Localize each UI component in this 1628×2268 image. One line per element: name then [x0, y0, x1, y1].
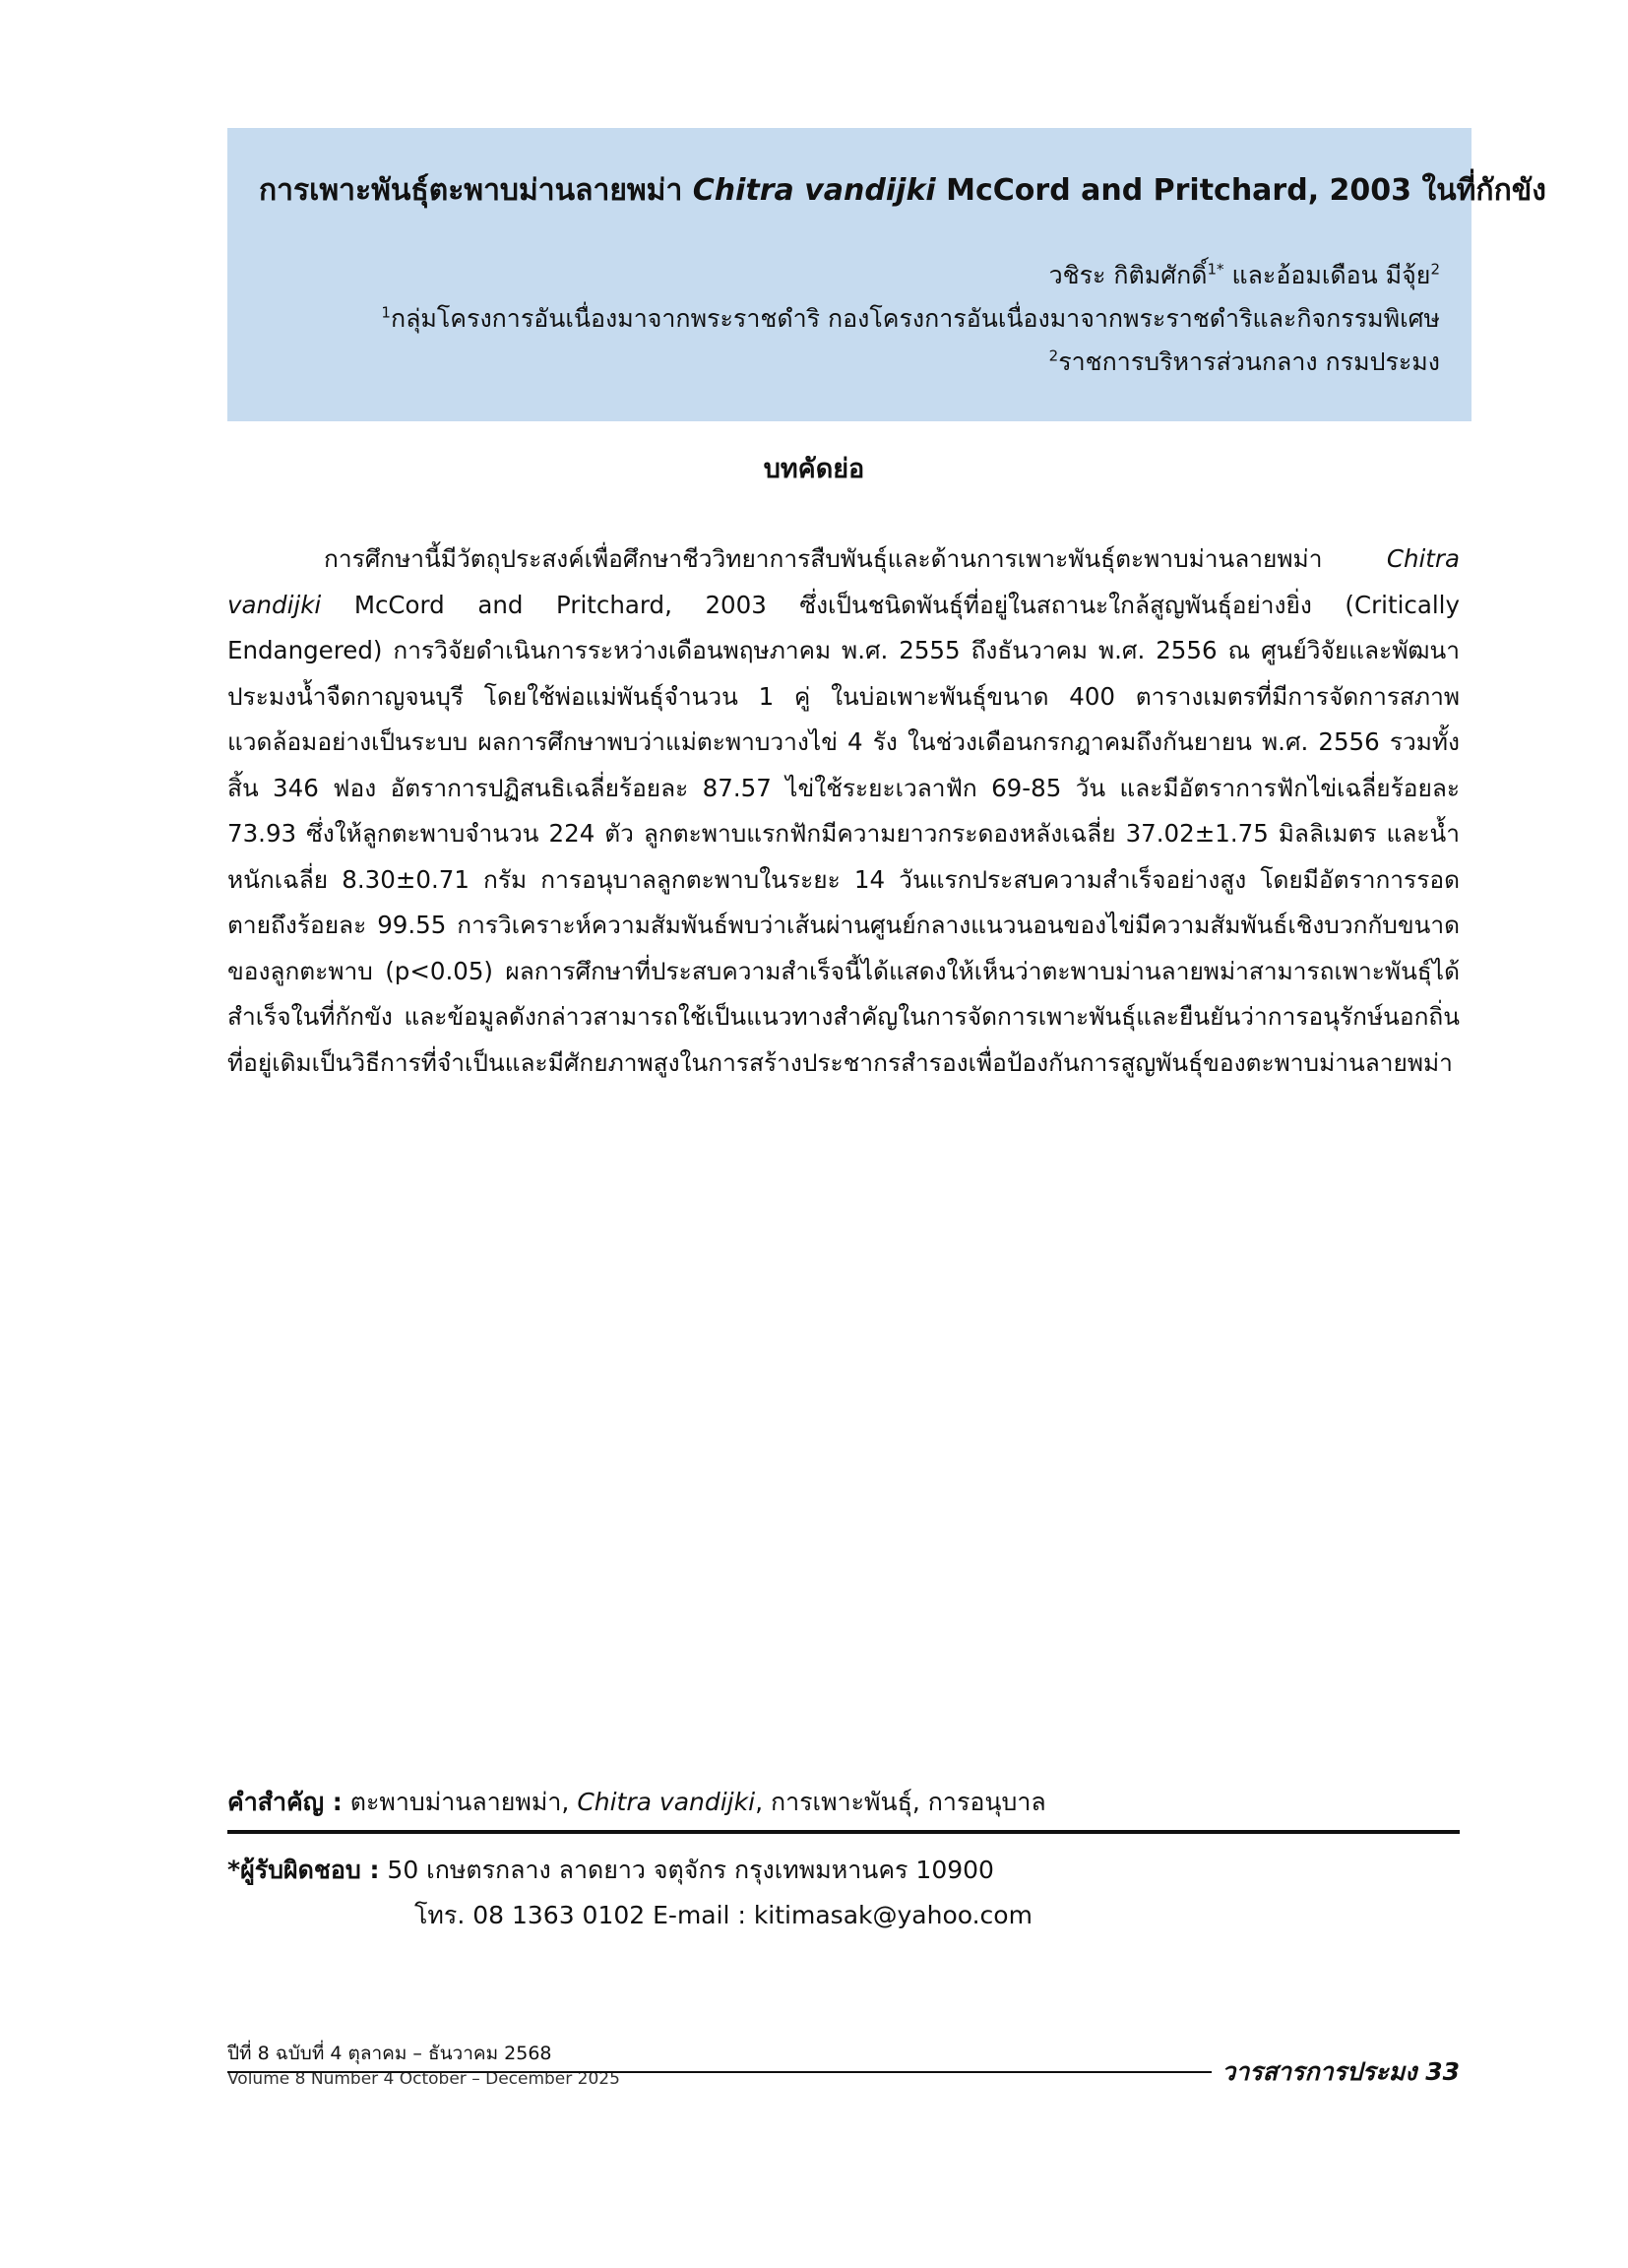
- abstract-species: Chitra vandijki: [227, 544, 1460, 619]
- affiliation-2-sup: 2: [1048, 346, 1059, 365]
- footer-issue-en: Volume 8 Number 4 October – December 2025: [227, 2069, 620, 2089]
- abstract-paragraph: [227, 536, 1460, 1086]
- contact-address: 50 เกษตรกลาง ลาดยาว จตุจักร กรุงเทพมหานคร 10900: [379, 1856, 994, 1884]
- keyword-1: ตะพาบม่านลายพม่า,: [342, 1788, 578, 1816]
- affiliation-1: [381, 297, 1440, 341]
- keywords: [227, 1782, 1458, 1823]
- abstract-text-2: McCord and Pritchard, 2003 ซึ่งเป็นชนิดพันธุ์ที่อยู่ในสถานะใกล้สูญพันธุ์อย่างยิ่ง (Critically Endangered) การวิจัยดำเนินการระหว่างเดือนพฤษภาคม พ.ศ. 2555 ถึงธันวาคม พ.ศ. 2556 ณ ศูนย์วิจัยและพัฒนาประมงน้ำจืดกาญจนบุรี โดยใช้พ่อแม่พันธุ์จำนวน 1 คู่ ในบ่อเพาะพันธุ์ขนาด 400 ตารางเมตรที่มีการจัดการสภาพแวดล้อมอย่างเป็นระบบ ผลการศึกษาพบว่าแม่ตะพาบวางไข่ 4 รัง ในช่วงเดือนกรกฎาคมถึงกันยายน พ.ศ. 2556 รวมทั้งสิ้น 346 ฟอง อัตราการปฏิสนธิเฉลี่ยร้อยละ 87.57 ไข่ใช้ระยะเวลาฟัก 69-85 วัน และมีอัตราการฟักไข่เฉลี่ยร้อยละ 73.93 ซึ่งให้ลูกตะพาบจำนวน 224 ตัว ลูกตะพาบแรกฟักมีความยาวกระดองหลังเฉลี่ย 37.02±1.75 มิลลิเมตร และน้ำหนักเฉลี่ย 8.30±0.71 กรัม การอนุบาลลูกตะพาบในระยะ 14 วันแรกประสบความสำเร็จอย่างสูง โดยมีอัตราการรอดตายถึงร้อยละ 99.55 การวิเคราะห์ความสัมพันธ์พบว่าเส้นผ่านศูนย์กลางแนวนอนของไข่มีความสัมพันธ์เชิงบวกกับขนาดของลูกตะพาบ (p<0.05) ผลการศึกษาที่ประสบความสำเร็จนี้ได้แสดงให้เห็นว่าตะพาบม่านลายพม่าสามารถเพาะพันธุ์ได้สำเร็จในที่กักขัง และข้อมูลดังกล่าวสามารถใช้เป็นแนวทางสำคัญในการจัดการเพาะพันธุ์และยืนยันว่าการอนุรักษ์นอกถิ่นที่อยู่เดิมเป็นวิธีการที่จำเป็นและมีศักยภาพสูงในการสร้างประชากรสำรองเพื่อป้องกันการสูญพันธุ์ของตะพาบม่านลายพม่า: [227, 590, 1460, 1077]
- abstract-text-1: การศึกษานี้มีวัตถุประสงค์เพื่อศึกษาชีววิทยาการสืบพันธุ์และด้านการเพาะพันธุ์ตะพาบม่านลายพม่า: [324, 544, 1387, 573]
- author-1: วชิระ กิติมศักดิ์: [1048, 261, 1208, 289]
- keyword-2: Chitra vandijki: [577, 1788, 756, 1816]
- title-box: [227, 128, 1546, 421]
- affiliation-2: [381, 341, 1440, 384]
- contact-phone-email: โทร. 08 1363 0102 E-mail : kitimasak@yahoo.com: [414, 1901, 1033, 1929]
- title-authority: McCord and Pritchard, 2003 ในที่กักขัง: [946, 173, 1546, 208]
- keywords-label: คำสำคัญ :: [227, 1788, 343, 1816]
- keyword-3: , การเพาะพันธุ์, การอนุบาล: [755, 1788, 1046, 1816]
- authors-line: [381, 254, 1440, 297]
- affiliation-2-text: ราชการบริหารส่วนกลาง กรมประมง: [1058, 347, 1440, 376]
- affiliation-1-sup: 1: [381, 303, 391, 322]
- title-thai: การเพาะพันธุ์ตะพาบม่านลายพม่า: [259, 173, 683, 208]
- contact-label: *ผู้รับผิดชอบ :: [227, 1856, 380, 1884]
- authors-block: [381, 254, 1440, 384]
- abstract-body: [227, 536, 1460, 1086]
- affiliation-1-text: กลุ่มโครงการอันเนื่องมาจากพระราชดำริ กองโครงการอันเนื่องมาจากพระราชดำริและกิจกรรมพิเศษ: [390, 304, 1440, 333]
- author-2-sup: 2: [1430, 260, 1440, 279]
- contact-block: [227, 1848, 1460, 1938]
- abstract-heading: บทคัดย่อ: [763, 454, 865, 484]
- footer-issue: [227, 2041, 620, 2092]
- author-1-sup: 1*: [1207, 260, 1224, 279]
- title-species: Chitra vandijki: [692, 173, 936, 208]
- keywords-divider: [227, 1830, 1460, 1834]
- contact-address-line: [227, 1848, 1460, 1893]
- footer-issue-thai: ปีที่ 8 ฉบับที่ 4 ตุลาคม – ธันวาคม 2568: [227, 2043, 552, 2064]
- author-2: และอ้อมเดือน มีจุ้ย: [1223, 261, 1431, 289]
- paper-title: [259, 169, 1546, 213]
- footer-divider: [227, 2071, 1212, 2073]
- footer-journal-page: วารสารการประมง 33: [1221, 2057, 1460, 2086]
